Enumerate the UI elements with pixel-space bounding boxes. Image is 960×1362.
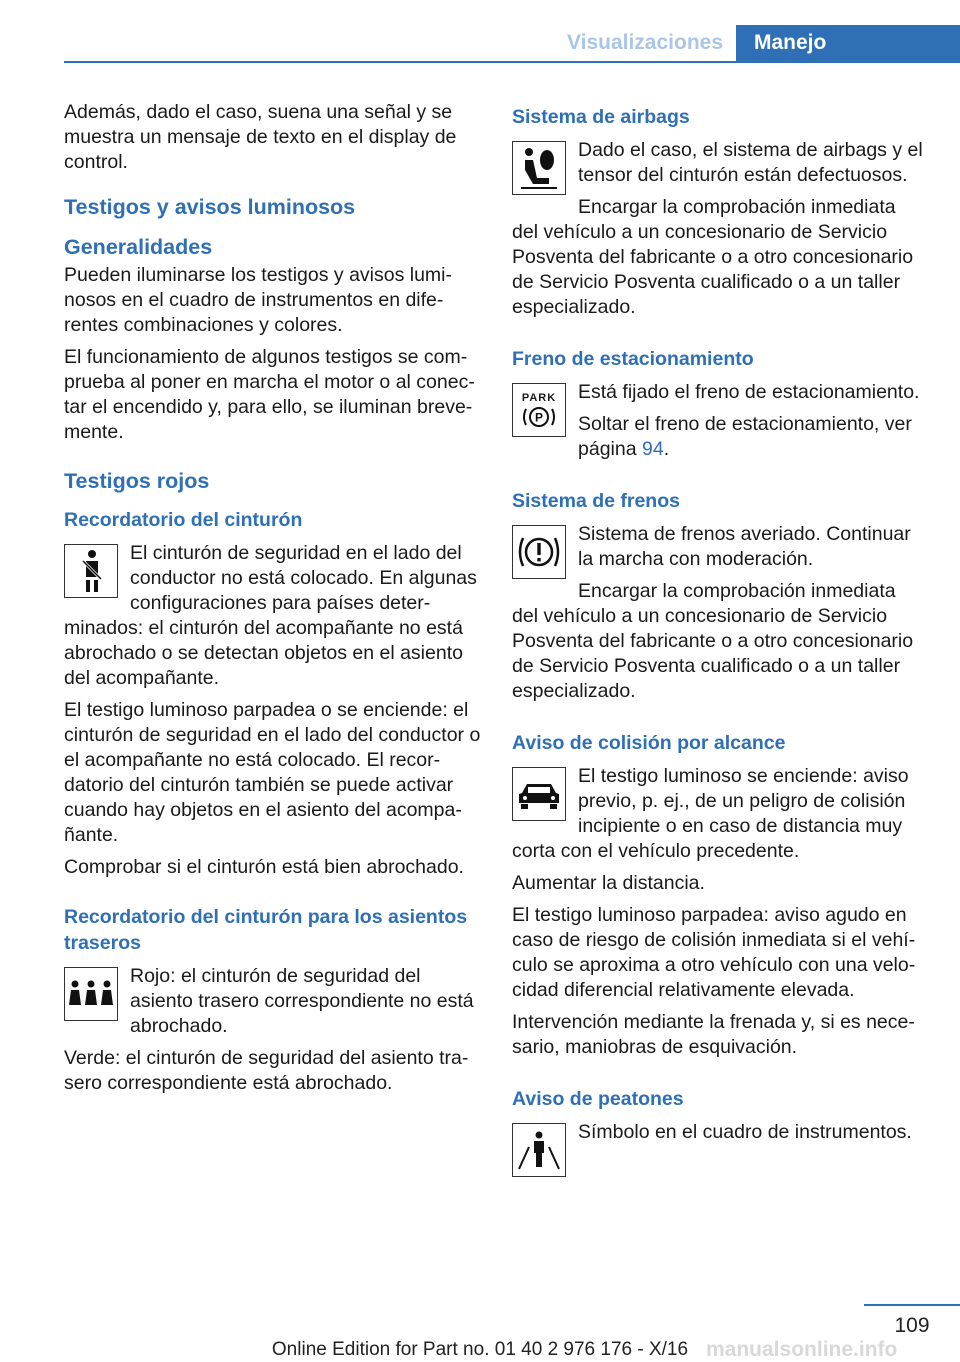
footer-rule	[864, 1304, 960, 1306]
pedestrian-warning-icon	[512, 1123, 566, 1177]
brake-system-block	[512, 522, 926, 704]
seatbelt-paragraph-3: Comprobar si el cinturón está bien abrochado.	[64, 856, 464, 878]
heading-aviso-colision: Aviso de colisión por alcance	[512, 732, 786, 754]
edition-note: Online Edition for Part no. 01 40 2 976 176 - X/16	[271, 1339, 689, 1360]
airbag-paragraph-2: Encargar la comprobación inmediata del vehículo a un concesionario de Servicio Posventa del fabricante o a otro concesionario de Servicio Posventa cualificado o a un taller especializado.	[512, 196, 914, 318]
seatbelt-icon	[64, 544, 118, 598]
watermark: manualsonline.info	[706, 1338, 898, 1361]
section-tab-manejo[interactable]: Manejo	[736, 25, 960, 61]
intro-paragraph: Además, dado el caso, suena una señal y se muestra un mensaje de texto en el display de control.	[64, 101, 457, 173]
parking-brake-paragraph-1: Está fijado el freno de estacionamiento.	[578, 381, 920, 403]
header-rule	[64, 61, 960, 63]
collision-warning-icon	[512, 767, 566, 821]
seatbelt-paragraph-2: El testigo luminoso parpadea o se enciende: el cinturón de seguridad en el lado del conductor o el acompañante no está colocado. El recordatorio del cinturón también se puede activar cuando hay objetos en el asiento del acompañante.	[64, 699, 481, 846]
rear-seatbelt-paragraph-2: Verde: el cinturón de seguridad del asiento trasero correspondiente está abrochado.	[64, 1047, 469, 1094]
heading-sistema-airbags: Sistema de airbags	[512, 106, 690, 128]
collision-paragraph-4: Intervención mediante la frenada y, si es necesario, maniobras de esquivación.	[512, 1011, 915, 1058]
rear-seatbelt-block	[64, 964, 482, 1039]
airbag-paragraph-1: Dado el caso, el sistema de airbags y el tensor del cinturón están defectuosos.	[578, 139, 923, 186]
collision-paragraph-2: Aumentar la distancia.	[512, 872, 705, 894]
generalidades-paragraph-1: Pueden iluminarse los testigos y avisos luminosos en el cuadro de instrumentos en diferentes combinaciones y colores.	[64, 264, 453, 336]
parking-brake-icon: PARK P	[512, 383, 566, 437]
collision-warning-block	[512, 764, 926, 864]
section-tab-visualizaciones[interactable]: Visualizaciones	[566, 31, 724, 54]
brake-warning-icon	[512, 525, 566, 579]
left-column	[64, 100, 482, 1103]
page-link-94[interactable]: 94	[641, 438, 664, 460]
airbag-block	[512, 138, 926, 320]
heading-testigos: Testigos y avisos luminosos	[64, 195, 356, 219]
heading-sistema-frenos: Sistema de frenos	[512, 490, 680, 512]
generalidades-paragraph-2: El funcionamiento de algunos testigos se comprueba al poner en marcha el motor o al conectar el encendido y, para ello, se iluminan brevemente.	[64, 346, 475, 443]
right-column	[512, 100, 926, 1181]
page-number: 109	[894, 1314, 930, 1337]
parking-brake-block	[512, 380, 926, 462]
heading-freno-estacionamiento: Freno de estacionamiento	[512, 348, 754, 370]
pedestrian-warning-block	[512, 1120, 926, 1145]
heading-cinturon-traseros: Recordatorio del cinturón para los asientos traseros	[64, 906, 468, 954]
heading-generalidades: Generalidades	[64, 235, 213, 259]
heading-aviso-peatones: Aviso de peatones	[512, 1088, 684, 1110]
parking-brake-paragraph-2: Soltar el freno de estacionamiento, ver página 94.	[578, 413, 912, 460]
rear-seatbelt-icon	[64, 967, 118, 1021]
collision-paragraph-3: El testigo luminoso parpadea: aviso agudo en caso de riesgo de colisión inmediata si el vehículo se aproxima a otro vehículo con una velocidad diferencial relativamente elevada.	[512, 904, 916, 1001]
heading-testigos-rojos: Testigos rojos	[64, 469, 210, 493]
collision-paragraph-1: El testigo luminoso se enciende: aviso previo, p. ej., de un peligro de colisión incipiente o en caso de distancia muy corta con el vehículo precedente.	[512, 765, 909, 862]
seatbelt-warning-block	[64, 541, 482, 691]
brake-paragraph-2: Encargar la comprobación inmediata del vehículo a un concesionario de Servicio Posventa del fabricante o a otro concesionario de Servicio Posventa cualificado o a un taller especializado.	[512, 580, 914, 702]
svg-text:P: P	[534, 410, 544, 424]
pedestrian-paragraph-1: Símbolo en el cuadro de instrumentos.	[578, 1121, 912, 1143]
heading-recordatorio-cinturon: Recordatorio del cinturón	[64, 509, 303, 531]
seatbelt-paragraph-1: El cinturón de seguridad en el lado del conductor no está colocado. En algunas configuraciones para países determinados: el cinturón del acompañante no está abrochado o se detectan objetos en el asiento del acompañante.	[64, 542, 477, 689]
airbag-icon	[512, 141, 566, 195]
brake-paragraph-1: Sistema de frenos averiado. Continuar la marcha con moderación.	[578, 523, 911, 570]
rear-seatbelt-paragraph-1: Rojo: el cinturón de seguridad del asiento trasero correspondiente no está abrochado.	[130, 965, 474, 1037]
